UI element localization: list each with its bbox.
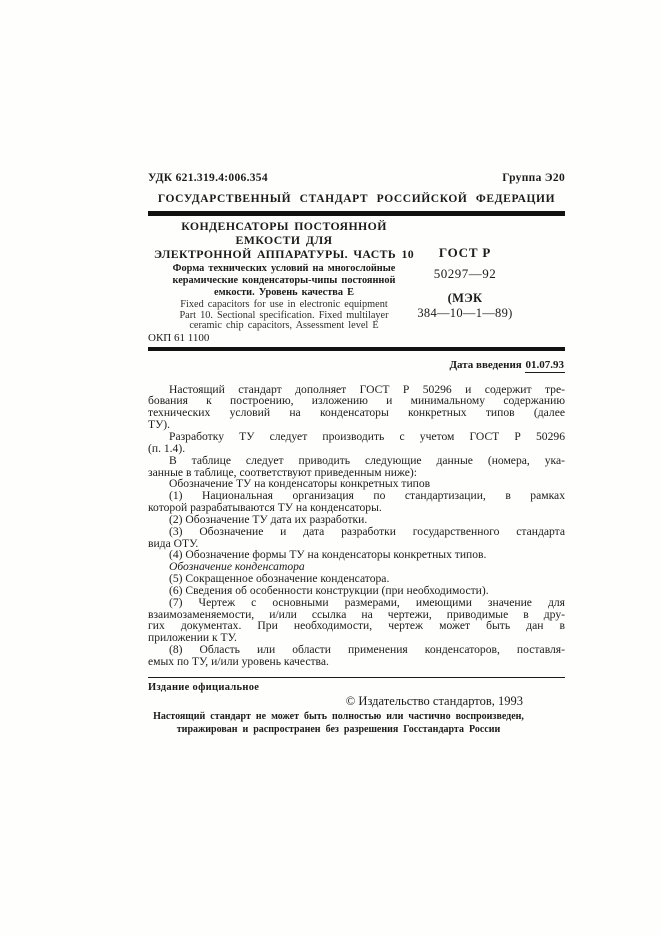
classification-row xyxy=(148,172,565,184)
body-line: (8) Область или области применения конденсаторов, поставля- xyxy=(169,643,565,657)
document-title xyxy=(148,219,420,261)
body-line: (2) Обозначение ТУ дата их разработки. xyxy=(169,512,368,526)
paragraph xyxy=(148,597,565,644)
designation-column xyxy=(395,245,535,321)
okp-code: ОКП 61 1100 xyxy=(148,331,210,344)
body-line: бования к построению, изложению и минимальному содержанию xyxy=(148,394,565,408)
footer-rule xyxy=(148,677,565,679)
body-line: (3) Обозначение и дата разработки государственного стандарта xyxy=(169,524,565,538)
body-line: приложении к ТУ. xyxy=(148,631,237,645)
paragraph xyxy=(148,384,565,431)
body-line: Обозначение конденсатора xyxy=(169,560,305,574)
date-value: 01.07.93 xyxy=(525,358,564,371)
udk-code: УДК 621.319.4:006.354 xyxy=(148,172,268,184)
title-column xyxy=(148,219,420,345)
reproduction-note xyxy=(148,710,565,736)
introduction-date-row xyxy=(148,359,565,371)
paragraph xyxy=(148,490,565,514)
paragraph xyxy=(148,526,565,550)
body-line: вида ОТУ. xyxy=(148,536,199,550)
body-line: ТУ). xyxy=(148,418,171,432)
federation-heading: ГОСУДАРСТВЕННЫЙ СТАНДАРТ РОССИЙСКОЙ ФЕДЕРАЦИИ xyxy=(157,193,556,205)
body-line: взаимозаменяемости, и/или ссылка на чертежи, приводимые в дру- xyxy=(148,607,565,621)
bottom-divider-bar xyxy=(148,347,565,351)
note-line-1: Настоящий стандарт не может быть полностью или частично воспроизведен, xyxy=(153,711,524,723)
english-title xyxy=(148,300,420,332)
body-line: гих документах. При необходимости, чертеж может быть дан в xyxy=(148,619,565,633)
document-subtitle xyxy=(148,263,420,300)
paragraph xyxy=(148,455,565,479)
english-line-2: Part 10. Sectional specification. Fixed multilayer xyxy=(179,309,389,321)
body-line: В таблице следует приводить следующие данные (номера, ука- xyxy=(169,453,565,467)
date-label: Дата введения xyxy=(449,358,522,371)
title-line-1: КОНДЕНСАТОРЫ ПОСТОЯННОЙ ЕМКОСТИ ДЛЯ xyxy=(181,218,387,247)
note-line-2: тиражирован и распространен без разрешения Госстандарта России xyxy=(176,724,501,736)
group-code: Группа Э20 xyxy=(502,172,565,184)
body-line: технических условий на конденсаторы конкретных типов (далее xyxy=(148,406,565,420)
mek-label: (МЭК xyxy=(447,290,483,305)
paragraph xyxy=(148,644,565,668)
subtitle-line-1: Форма технических условий на многослойные xyxy=(172,262,396,274)
body-line: Обозначение ТУ на конденсаторы конкретных типов xyxy=(169,477,431,491)
body-line: (6) Сведения об особенности конструкции (при необходимости). xyxy=(169,583,489,597)
body-line: (5) Сокращенное обозначение конденсатора. xyxy=(169,572,390,586)
body-line: Настоящий стандарт дополняет ГОСТ Р 50296 и содержит тре- xyxy=(169,382,565,396)
paragraph xyxy=(148,514,565,526)
paragraph xyxy=(148,431,565,455)
gost-number: 50297—92 xyxy=(433,265,497,281)
english-line-1: Fixed capacitors for use in electronic equipment xyxy=(180,299,388,311)
body-line: емых по ТУ, и/или уровень качества. xyxy=(148,655,329,669)
body-line: занные в таблице, соответствуют приведенным ниже): xyxy=(148,465,417,479)
page-content xyxy=(148,172,565,736)
official-edition-label: Издание официальное xyxy=(148,682,260,694)
copyright-line: © Издательство стандартов, 1993 xyxy=(345,694,523,709)
body-line: Разработку ТУ следует производить с учетом ГОСТ Р 50296 xyxy=(169,429,565,443)
mek-number: 384—10—1—89) xyxy=(417,305,513,320)
title-block xyxy=(148,219,565,345)
body-line: (п. 1.4). xyxy=(148,441,186,455)
subtitle-line-3: емкости. Уровень качества Е xyxy=(214,286,354,298)
title-line-2: ЭЛЕКТРОННОЙ АППАРАТУРЫ. ЧАСТЬ 10 xyxy=(153,246,415,261)
body-line: которой разрабатываются ТУ на конденсаторы. xyxy=(148,501,382,515)
english-line-3: ceramic chip capacitors, Assessment level E xyxy=(189,320,379,332)
gost-label: ГОСТ Р xyxy=(438,244,492,260)
body-line: (7) Чертеж с основными размерами, имеющими значение для xyxy=(169,595,565,609)
subtitle-line-2: керамические конденсаторы-чипы постоянной xyxy=(172,274,396,286)
top-divider-bar xyxy=(148,211,565,216)
body-line: (4) Обозначение формы ТУ на конденсаторы конкретных типов. xyxy=(169,548,487,562)
body-line: (1) Национальная организация по стандартизации, в рамках xyxy=(169,489,565,503)
body-paragraphs xyxy=(148,384,565,668)
